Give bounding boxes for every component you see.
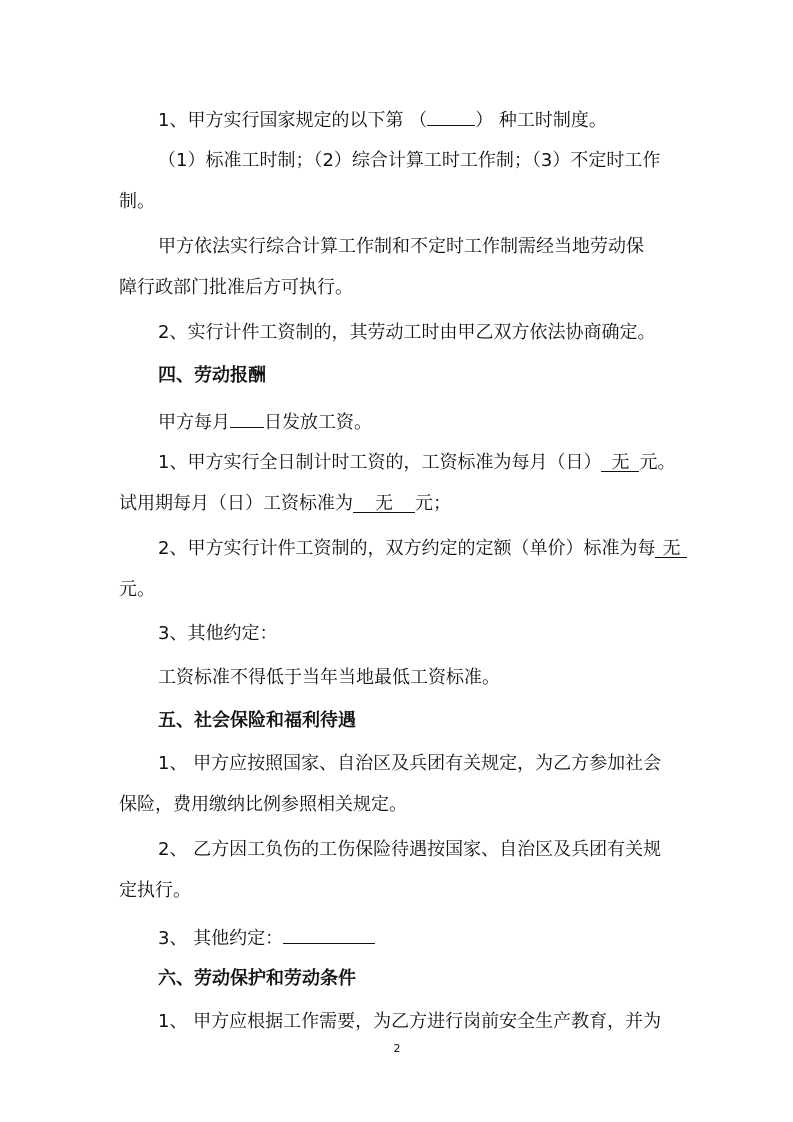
- working-hours-paragraph: [158, 105, 718, 129]
- hourly-wage-text-after: 元。: [639, 452, 676, 473]
- social-insurance-line-2: 保险，费用缴纳比例参照相关规定。: [119, 794, 407, 815]
- welfare-other-agreement-label: 3、 其他约定：: [158, 928, 284, 949]
- probation-wage-text-after: 元；: [415, 493, 451, 514]
- hourly-wage-text-before: 1、甲方实行全日制计时工资的，工资标准为每月（日）: [158, 452, 602, 473]
- work-injury-line-1: 2、 乙方因工负伤的工伤保险待遇按国家、自治区及兵团有关规: [158, 839, 662, 860]
- other-pay-agreement-label: 3、其他约定：: [158, 623, 278, 644]
- piecework-wage-line-2: 元。: [119, 579, 155, 600]
- pay-day-blank: [230, 407, 264, 428]
- probation-wage-text-before: 试用期每月（日）工资标准为: [119, 493, 353, 514]
- probation-wage-fill: 无: [353, 492, 415, 513]
- piecework-wage-fill: 无: [655, 537, 687, 558]
- section-five-heading: 五、社会保险和福利待遇: [158, 710, 356, 731]
- minimum-wage-note: 工资标准不得低于当年当地最低工资标准。: [158, 667, 500, 688]
- working-hours-text-before: 1、甲方实行国家规定的以下第 （: [158, 110, 428, 131]
- pay-day-text-before: 甲方每月: [158, 412, 230, 433]
- probation-wage-line: [119, 492, 679, 516]
- section-four-heading: 四、劳动报酬: [158, 365, 266, 386]
- welfare-other-agreement-line: [158, 923, 718, 947]
- piecework-wage-line-1: [158, 537, 718, 561]
- welfare-other-agreement-blank: [283, 923, 375, 944]
- working-hours-text-after: ） 种工时制度。: [475, 110, 607, 131]
- pay-day-text-after: 日发放工资。: [264, 412, 372, 433]
- social-insurance-line-1: 1、 甲方应按照国家、自治区及兵团有关规定，为乙方参加社会: [158, 753, 662, 774]
- hourly-wage-fill: 无: [601, 451, 639, 472]
- piecework-hours-paragraph: 2、实行计件工资制的，其劳动工时由甲乙双方依法协商确定。: [158, 322, 656, 343]
- pay-day-line: [158, 407, 718, 431]
- piecework-wage-text-before: 2、甲方实行计件工资制的，双方约定的定额（单价）标准为每: [158, 538, 656, 559]
- work-injury-line-2: 定执行。: [119, 880, 191, 901]
- section-six-heading: 六、劳动保护和劳动条件: [158, 968, 356, 989]
- working-hour-options-line-2: 制。: [119, 191, 155, 212]
- approval-note-line-1: 甲方依法实行综合计算工作制和不定时工作制需经当地劳动保: [158, 236, 644, 257]
- working-hours-blank: [427, 105, 475, 126]
- working-hour-options-line-1: （1）标准工时制；（2）综合计算工时工作制；（3）不定时工作: [158, 150, 661, 171]
- safety-training-line-1: 1、 甲方应根据工作需要，为乙方进行岗前安全生产教育，并为: [158, 1011, 662, 1032]
- hourly-wage-line-1: [158, 451, 718, 475]
- page-number: 2: [393, 1042, 401, 1055]
- approval-note-line-2: 障行政部门批准后方可执行。: [119, 277, 353, 298]
